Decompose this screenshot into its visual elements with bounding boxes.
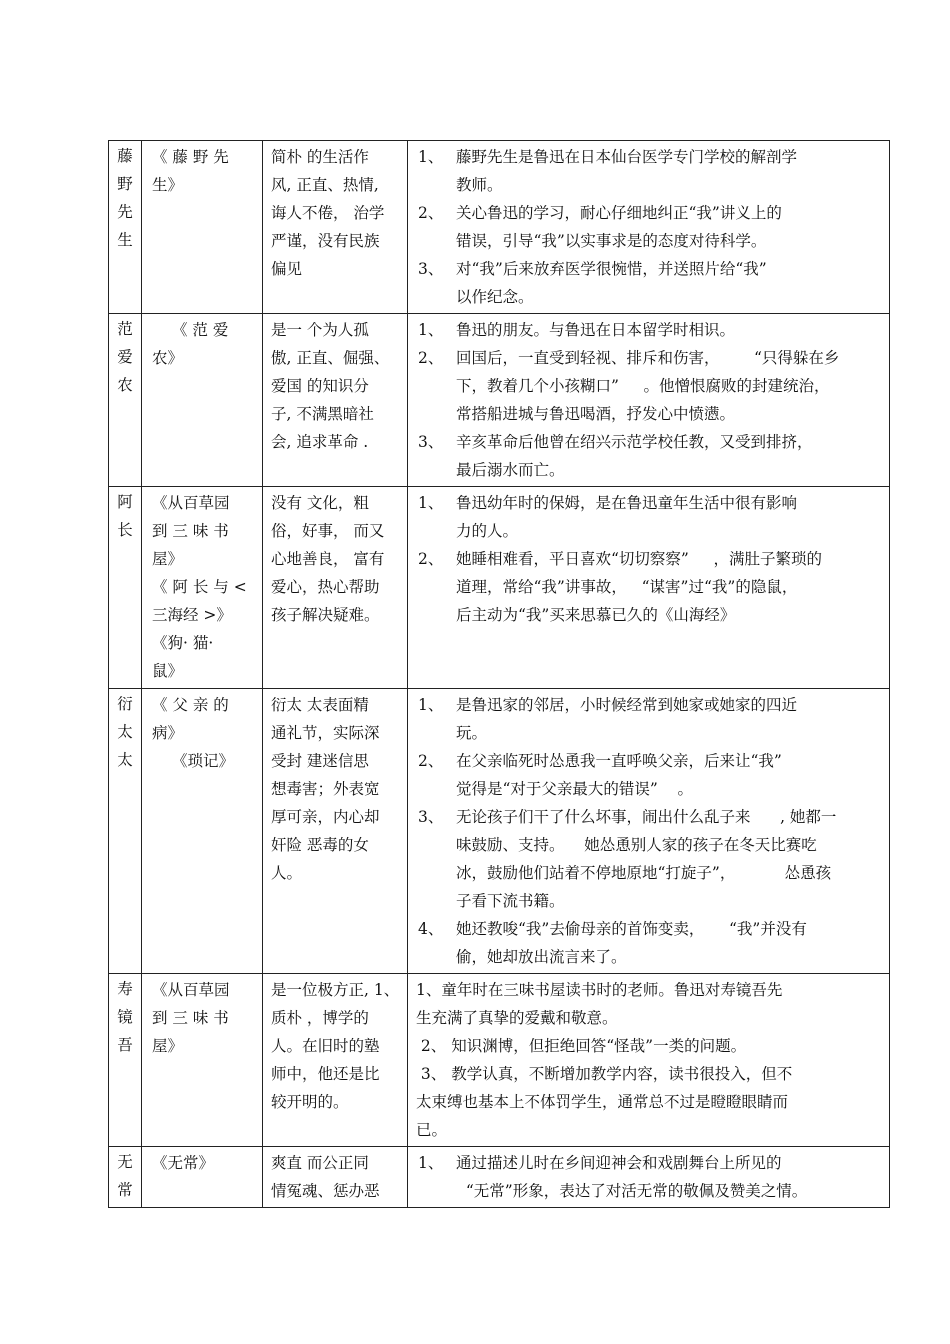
trait-cell xyxy=(263,1147,408,1208)
detail-item xyxy=(418,428,881,484)
trait-line: 奸险 恶毒的女 xyxy=(271,836,369,854)
character-name-cell xyxy=(109,974,142,1147)
detail-item xyxy=(418,255,881,311)
name-char: 藤 xyxy=(117,147,133,165)
trait-line: 心地善良， 富有 xyxy=(271,550,385,568)
detail-line: 错误，引导“我”以实事求是的态度对待科学。 xyxy=(456,232,767,250)
detail-line: 无论孩子们干了什么坏事，闹出什么乱子来 , 她都一 xyxy=(456,808,837,826)
detail-line: 3、 教学认真，不断增加教学内容，读书很投入，但不 xyxy=(416,1065,793,1083)
trait-line: 人。在旧时的塾 xyxy=(271,1037,380,1055)
detail-cell xyxy=(408,141,890,314)
work-line: 《 藤 野 先 xyxy=(152,148,229,166)
work-line: 《狗· 猫· xyxy=(152,634,214,652)
detail-item xyxy=(418,545,881,629)
detail-line: “无常”形象，表达了对活无常的敬佩及赞美之情。 xyxy=(456,1182,808,1200)
detail-line: 教师。 xyxy=(456,176,503,194)
item-number: 4、 xyxy=(418,920,444,938)
name-char: 无 xyxy=(117,1153,133,1171)
item-number: 1、 xyxy=(418,494,444,512)
detail-cell xyxy=(408,487,890,689)
table-row xyxy=(109,487,890,689)
trait-line: 严谨，没有民族 xyxy=(271,232,380,250)
trait-line: 爱国 的知识分 xyxy=(271,377,369,395)
work-line: 屋》 xyxy=(152,1037,184,1055)
trait-line: 会, 追求革命 . xyxy=(271,433,369,451)
trait-cell xyxy=(263,974,408,1147)
item-number: 1、 xyxy=(418,148,444,166)
table-row xyxy=(109,974,890,1147)
detail-item xyxy=(418,143,881,199)
work-line: 三海经 >》 xyxy=(152,606,232,624)
trait-line: 师中，他还是比 xyxy=(271,1065,380,1083)
name-char: 镜 xyxy=(117,1008,133,1026)
name-char: 爱 xyxy=(117,348,133,366)
trait-line: 俗，好事， 而又 xyxy=(271,522,385,540)
detail-line: 是鲁迅家的邻居，小时候经常到她家或她家的四近 xyxy=(456,696,798,714)
trait-line: 爱心，热心帮助 xyxy=(271,578,380,596)
name-char: 寿 xyxy=(117,980,133,998)
detail-item xyxy=(418,489,881,545)
character-name-cell xyxy=(109,487,142,689)
trait-line: 受封 建迷信思 xyxy=(271,752,369,770)
detail-line: 已。 xyxy=(416,1121,448,1139)
trait-line: 是一位极方正, 1、 xyxy=(271,981,400,999)
detail-line: 1、童年时在三味书屋读书时的老师。鲁迅对寿镜吾先 xyxy=(416,981,783,999)
detail-line: 最后溺水而亡。 xyxy=(456,461,565,479)
detail-line: 鲁迅的朋友。与鲁迅在日本留学时相识。 xyxy=(456,321,736,339)
trait-line: 傲, 正直、倔强、 xyxy=(271,349,390,367)
trait-line: 是一 个为人孤 xyxy=(271,321,369,339)
trait-line: 爽直 而公正同 xyxy=(271,1154,369,1172)
work-line: 《琐记》 xyxy=(172,752,235,770)
detail-item xyxy=(418,316,881,344)
detail-line: 关心鲁迅的学习，耐心仔细地纠正“我”讲义上的 xyxy=(456,204,782,222)
trait-line: 诲人不倦， 治学 xyxy=(271,204,385,222)
detail-item xyxy=(418,747,881,803)
table-row xyxy=(109,141,890,314)
trait-line: 质朴 ，博学的 xyxy=(271,1009,369,1027)
detail-line: 偷，她却放出流言来了。 xyxy=(456,948,627,966)
detail-item xyxy=(418,199,881,255)
detail-line: 回国后，一直受到轻视、排斥和伤害， “只得躲在乡 xyxy=(456,349,840,367)
character-name-cell xyxy=(109,141,142,314)
trait-line: 子, 不满黑暗社 xyxy=(271,405,374,423)
character-name-cell xyxy=(109,1147,142,1208)
detail-cell xyxy=(408,1147,890,1208)
table-row xyxy=(109,689,890,974)
table-row xyxy=(109,314,890,487)
name-char: 太 xyxy=(117,751,133,769)
detail-line: 常搭船进城与鲁迅喝酒，抒发心中愤懑。 xyxy=(456,405,736,423)
work-line: 到 三 味 书 xyxy=(152,522,229,540)
name-char: 农 xyxy=(117,376,133,394)
detail-line: 在父亲临死时怂恿我一直呼唤父亲，后来让“我” xyxy=(456,752,782,770)
trait-line: 厚可亲，内心却 xyxy=(271,808,380,826)
work-line: 病》 xyxy=(152,724,184,742)
detail-line: 觉得是“对于父亲最大的错误” 。 xyxy=(456,780,694,798)
work-line: 到 三 味 书 xyxy=(152,1009,229,1027)
detail-line: 生充满了真挚的爱戴和敬意。 xyxy=(416,1009,618,1027)
detail-cell xyxy=(408,974,890,1147)
name-char: 先 xyxy=(117,203,133,221)
work-cell xyxy=(142,141,263,314)
trait-line: 想毒害；外表宽 xyxy=(271,780,380,798)
trait-line: 孩子解决疑难。 xyxy=(271,606,380,624)
trait-line: 较开明的。 xyxy=(271,1093,349,1111)
detail-item xyxy=(418,915,881,971)
item-number: 1、 xyxy=(418,321,444,339)
trait-line: 简朴 的生活作 xyxy=(271,148,369,166)
name-char: 范 xyxy=(117,320,133,338)
detail-line: 藤野先生是鲁迅在日本仙台医学专门学校的解剖学 xyxy=(456,148,798,166)
name-char: 吾 xyxy=(117,1036,133,1054)
name-char: 太 xyxy=(117,723,133,741)
detail-line: 味鼓励、支持。 她怂恿别人家的孩子在冬天比赛吃 xyxy=(456,836,817,854)
detail-line: 通过描述儿时在乡间迎神会和戏剧舞台上所见的 xyxy=(456,1154,782,1172)
trait-cell xyxy=(263,689,408,974)
work-line: 鼠》 xyxy=(152,662,184,680)
name-char: 生 xyxy=(117,231,133,249)
item-number: 2、 xyxy=(418,752,444,770)
work-cell xyxy=(142,314,263,487)
detail-item xyxy=(418,691,881,747)
name-char: 长 xyxy=(117,521,133,539)
detail-line: 辛亥革命后他曾在绍兴示范学校任教，又受到排挤， xyxy=(456,433,813,451)
trait-line: 通礼节，实际深 xyxy=(271,724,380,742)
name-char: 常 xyxy=(117,1181,133,1199)
trait-line: 偏见 xyxy=(271,260,303,278)
detail-line: 力的人。 xyxy=(456,522,519,540)
name-char: 阿 xyxy=(117,493,133,511)
item-number: 3、 xyxy=(418,433,444,451)
work-cell xyxy=(142,689,263,974)
trait-line: 衍太 太表面精 xyxy=(271,696,369,714)
detail-line: 她睡相难看，平日喜欢“切切察察” ，满肚子繁琐的 xyxy=(456,550,822,568)
detail-line: 玩。 xyxy=(456,724,488,742)
work-cell xyxy=(142,487,263,689)
detail-line: 冰，鼓励他们站着不停地原地“打旋子”， 怂恿孩 xyxy=(456,864,832,882)
character-table xyxy=(108,140,890,1208)
item-number: 2、 xyxy=(418,204,444,222)
trait-line: 情冤魂、惩办恶 xyxy=(271,1182,380,1200)
detail-line: 鲁迅幼年时的保姆，是在鲁迅童年生活中很有影响 xyxy=(456,494,798,512)
work-line: 《从百草园 xyxy=(152,981,230,999)
detail-line: 下，教着几个小孩糊口” 。他憎恨腐败的封建统治， xyxy=(456,377,830,395)
work-line: 农》 xyxy=(152,349,184,367)
detail-line: 她还教唆“我”去偷母亲的首饰变卖， “我”并没有 xyxy=(456,920,807,938)
item-number: 2、 xyxy=(418,349,444,367)
work-cell xyxy=(142,1147,263,1208)
trait-cell xyxy=(263,314,408,487)
name-char: 野 xyxy=(117,175,133,193)
item-number: 3、 xyxy=(418,260,444,278)
detail-item xyxy=(418,803,881,915)
item-number: 1、 xyxy=(418,1154,444,1172)
work-line: 屋》 xyxy=(152,550,184,568)
character-name-cell xyxy=(109,314,142,487)
detail-line: 以作纪念。 xyxy=(456,288,534,306)
work-line: 《从百草园 xyxy=(152,494,230,512)
table-row xyxy=(109,1147,890,1208)
trait-cell xyxy=(263,487,408,689)
detail-line: 道理，常给“我”讲事故， “谋害”过“我”的隐鼠， xyxy=(456,578,798,596)
detail-line: 对“我”后来放弃医学很惋惜，并送照片给“我” xyxy=(456,260,767,278)
work-line: 《无常》 xyxy=(152,1154,215,1172)
character-name-cell xyxy=(109,689,142,974)
work-line: 《 范 爱 xyxy=(172,321,229,339)
work-line: 生》 xyxy=(152,176,184,194)
detail-line: 2、 知识渊博，但拒绝回答“怪哉”一类的问题。 xyxy=(416,1037,747,1055)
detail-item xyxy=(418,1149,881,1205)
detail-line: 子看下流书籍。 xyxy=(456,892,565,910)
trait-line: 风, 正直、热情, xyxy=(271,176,379,194)
detail-cell xyxy=(408,689,890,974)
work-line: 《 阿 长 与 < xyxy=(152,578,247,596)
trait-cell xyxy=(263,141,408,314)
detail-line: 后主动为“我”买来思慕已久的《山海经》 xyxy=(456,606,736,624)
item-number: 1、 xyxy=(418,696,444,714)
detail-line: 太束缚也基本上不体罚学生，通常总不过是瞪瞪眼睛而 xyxy=(416,1093,789,1111)
item-number: 2、 xyxy=(418,550,444,568)
trait-line: 人。 xyxy=(271,864,303,882)
detail-cell xyxy=(408,314,890,487)
trait-line: 没有 文化，粗 xyxy=(271,494,369,512)
work-line: 《 父 亲 的 xyxy=(152,696,229,714)
work-cell xyxy=(142,974,263,1147)
item-number: 3、 xyxy=(418,808,444,826)
name-char: 衍 xyxy=(117,695,133,713)
detail-item xyxy=(418,344,881,428)
